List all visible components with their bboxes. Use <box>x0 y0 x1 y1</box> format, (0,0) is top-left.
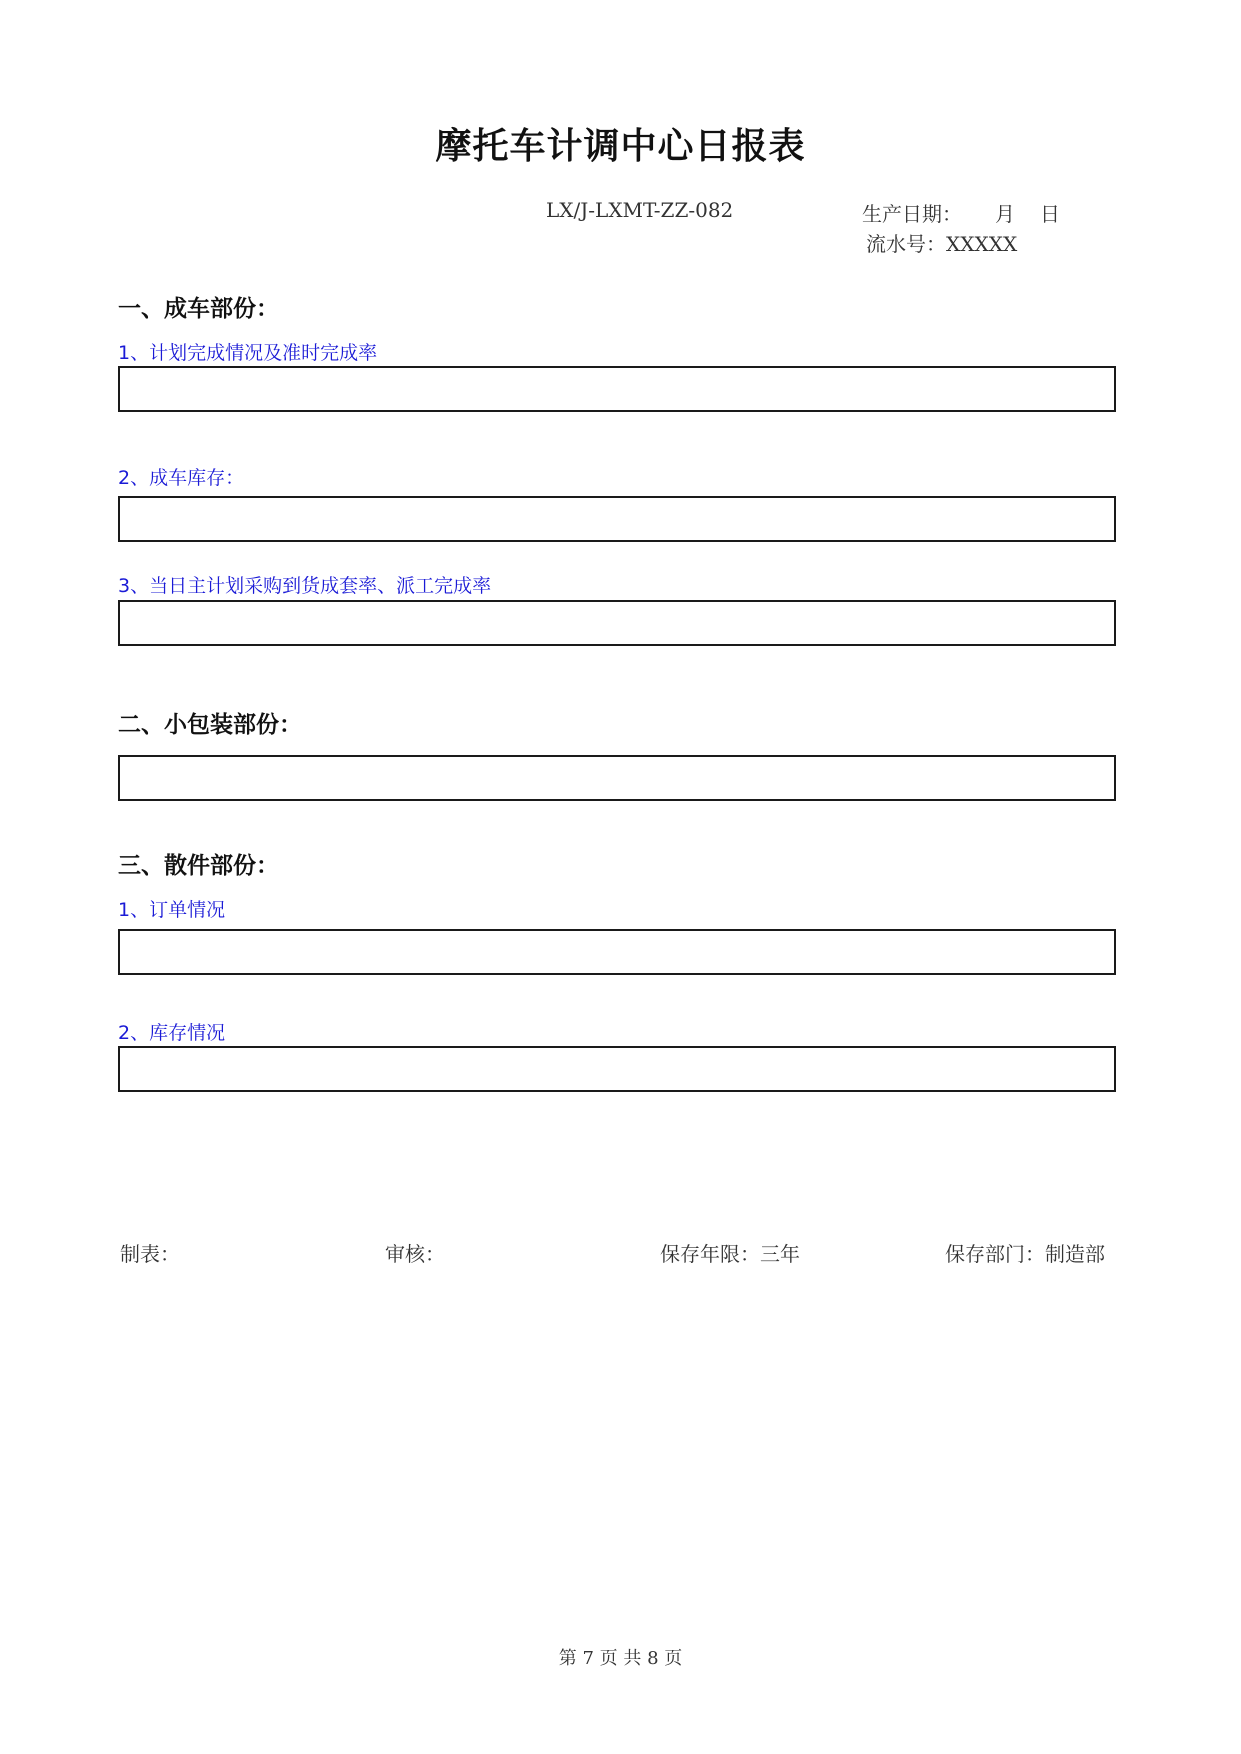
order-status-field[interactable] <box>118 929 1116 975</box>
section-small-packaging-title: 二、小包装部份： <box>118 712 302 738</box>
retention-period-label: 保存年限：三年 <box>660 1242 800 1266</box>
section-complete-vehicles-title: 一、成车部份： <box>118 296 279 322</box>
prepared-by-label: 制表： <box>120 1242 180 1266</box>
page-title: 摩托车计调中心日报表 <box>435 126 806 167</box>
small-packaging-field[interactable] <box>118 755 1116 801</box>
production-date-label: 生产日期： <box>862 202 962 226</box>
procurement-dispatch-label: 3、当日主计划采购到货成套率、派工完成率 <box>118 575 492 597</box>
plan-completion-label: 1、计划完成情况及准时完成率 <box>118 342 378 364</box>
month-label: 月 <box>995 202 1015 226</box>
document-code: LX/J-LXMT-ZZ-082 <box>546 198 734 222</box>
vehicle-inventory-label: 2、成车库存： <box>118 467 245 489</box>
order-status-label: 1、订单情况 <box>118 899 226 921</box>
reviewed-by-label: 审核： <box>385 1242 445 1266</box>
vehicle-inventory-field[interactable] <box>118 496 1116 542</box>
retention-department-label: 保存部门：制造部 <box>945 1242 1105 1266</box>
page-number: 第 7 页 共 8 页 <box>558 1648 683 1669</box>
parts-inventory-field[interactable] <box>118 1046 1116 1092</box>
serial-number: 流水号：XXXXX <box>866 232 1018 256</box>
section-parts-title: 三、散件部份： <box>118 853 279 879</box>
day-label: 日 <box>1040 202 1060 226</box>
procurement-dispatch-field[interactable] <box>118 600 1116 646</box>
parts-inventory-label: 2、库存情况 <box>118 1022 226 1044</box>
plan-completion-field[interactable] <box>118 366 1116 412</box>
